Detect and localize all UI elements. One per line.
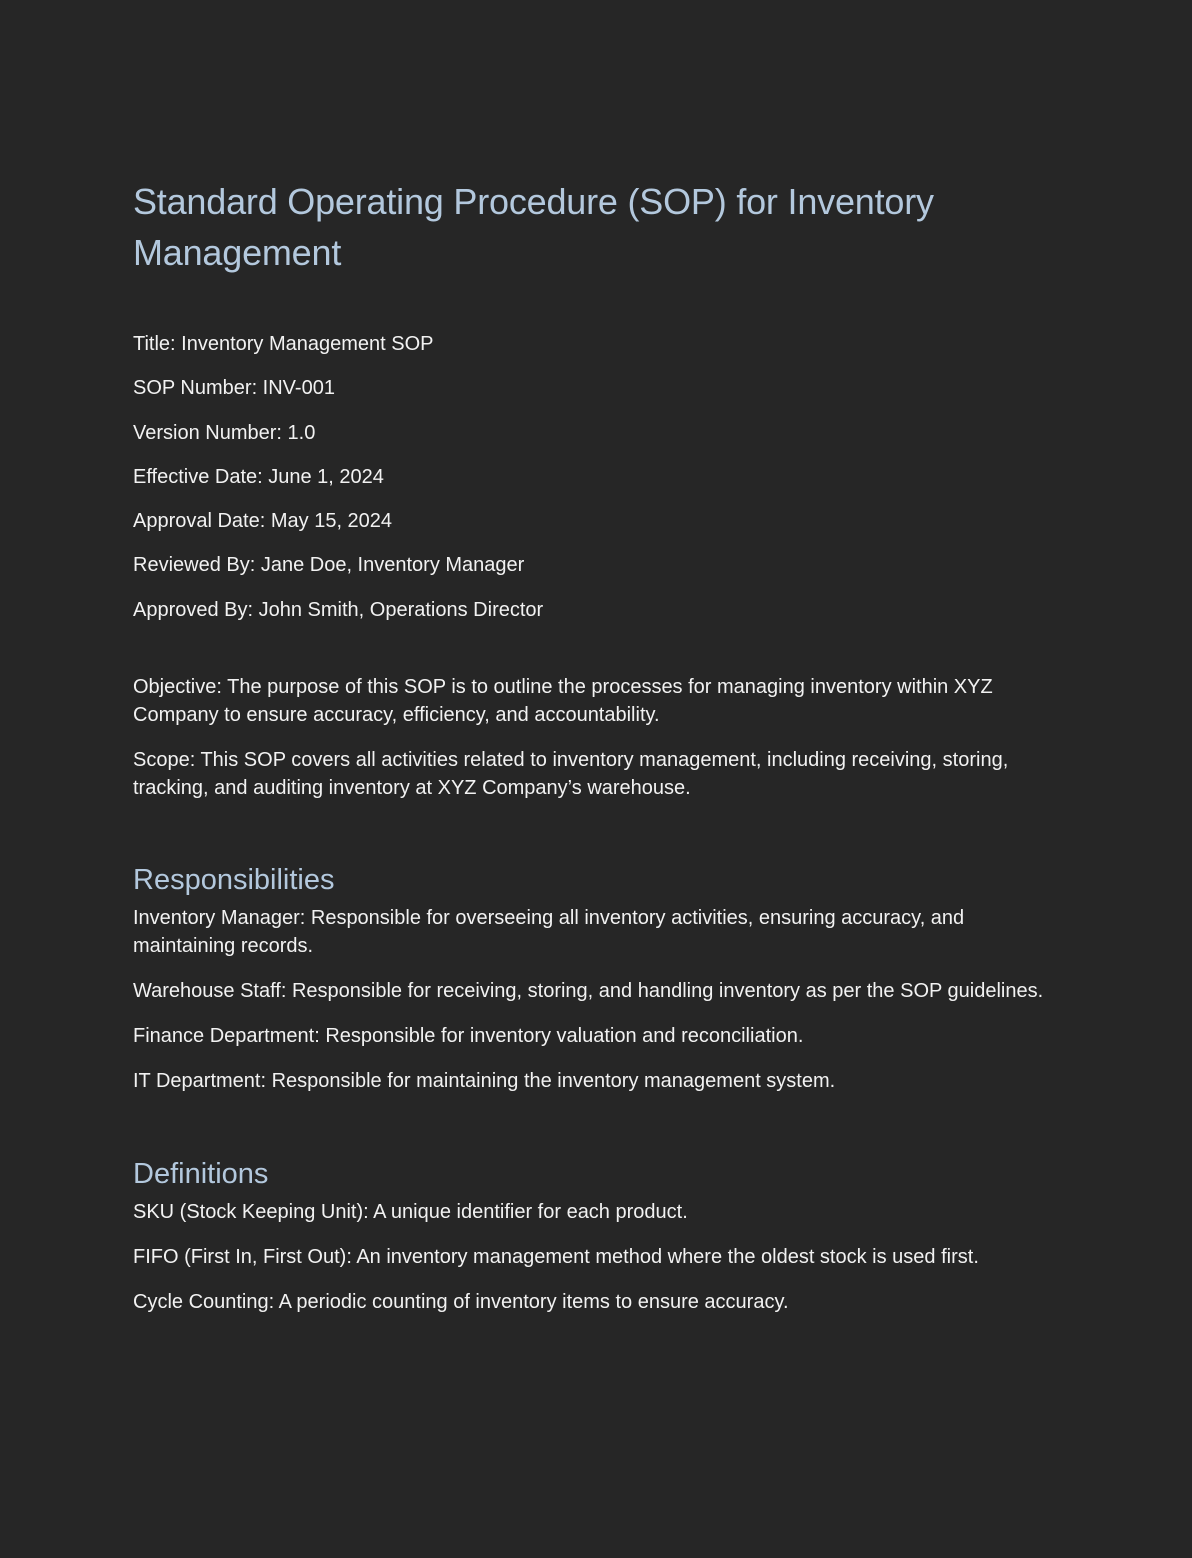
metadata-sop-number: SOP Number: INV-001	[133, 377, 335, 400]
definition-item: FIFO (First In, First Out): An inventory management method where the oldest stock is used first.	[133, 1245, 979, 1268]
responsibilities-section	[133, 860, 1063, 1095]
metadata-block	[133, 330, 1063, 624]
responsibility-item: Inventory Manager: Responsible for overseeing all inventory activities, ensuring accuracy, and maintaining records.	[133, 906, 965, 957]
metadata-title: Title: Inventory Management SOP	[133, 333, 434, 355]
metadata-approval-date: Approval Date: May 15, 2024	[133, 510, 393, 533]
metadata-version-number: Version Number: 1.0	[133, 421, 316, 444]
definitions-heading: Definitions	[133, 1157, 269, 1190]
metadata-reviewed-by: Reviewed By: Jane Doe, Inventory Manager	[133, 554, 525, 577]
metadata-approved-by: Approved By: John Smith, Operations Director	[133, 598, 544, 621]
metadata-effective-date: Effective Date: June 1, 2024	[133, 465, 384, 488]
page-title: Standard Operating Procedure (SOP) for Inventory Management	[133, 181, 934, 273]
definitions-section	[133, 1154, 1063, 1316]
document-page	[133, 176, 1063, 1333]
intro-block	[133, 673, 1063, 802]
definition-item: Cycle Counting: A periodic counting of inventory items to ensure accuracy.	[133, 1290, 789, 1313]
responsibility-item: Warehouse Staff: Responsible for receiving, storing, and handling inventory as per the SOP guidelines.	[133, 979, 1044, 1002]
responsibilities-heading: Responsibilities	[133, 863, 335, 896]
objective-paragraph: Objective: The purpose of this SOP is to outline the processes for managing inventory within XYZ Company to ensure accuracy, efficiency, and accountability.	[133, 675, 993, 726]
definition-item: SKU (Stock Keeping Unit): A unique identifier for each product.	[133, 1200, 688, 1223]
responsibility-item: Finance Department: Responsible for inventory valuation and reconciliation.	[133, 1024, 804, 1047]
responsibility-item: IT Department: Responsible for maintaining the inventory management system.	[133, 1069, 836, 1092]
scope-paragraph: Scope: This SOP covers all activities related to inventory management, including receiving, storing, tracking, and auditing inventory at XYZ Company’s warehouse.	[133, 748, 1009, 799]
